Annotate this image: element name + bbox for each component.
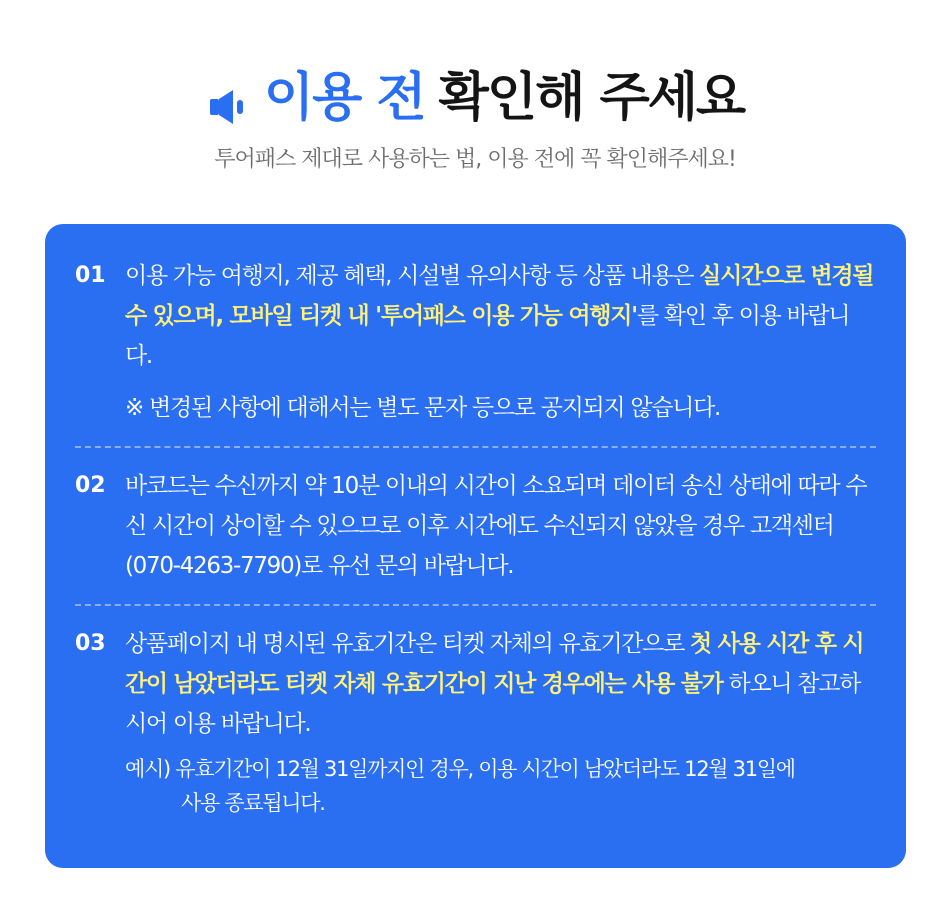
- item-body: [125, 256, 876, 428]
- notice-item-02: [75, 466, 876, 586]
- example-line: 예시) 유효기간이 12월 31일까지인 경우, 이용 시간이 남았더라도 12월 31일에: [125, 757, 795, 781]
- item-highlight: 실시간으로 변경될 수 있으며, 모바일 티켓 내 '투어패스 이용 가능 여행지': [125, 263, 874, 329]
- item-number: 01: [75, 263, 106, 288]
- item-example: [125, 752, 876, 820]
- header: [0, 62, 950, 173]
- divider: [75, 604, 876, 606]
- item-body: [125, 624, 876, 820]
- item-number: 03: [75, 631, 106, 656]
- speaker-icon: [206, 76, 250, 120]
- item-text: [125, 256, 876, 376]
- subtitle: 투어패스 제대로 사용하는 법, 이용 전에 꼭 확인해주세요!: [214, 147, 736, 172]
- page-title: [0, 62, 950, 134]
- item-note: ※ 변경된 사항에 대해서는 별도 문자 등으로 공지되지 않습니다.: [125, 395, 721, 421]
- notice-item-03: [75, 624, 876, 820]
- item-text-part: 하오니 참고하시어 이용 바랍니다.: [125, 671, 861, 737]
- item-number: 02: [75, 473, 106, 498]
- notice-card: [45, 224, 906, 868]
- item-text: [125, 624, 876, 744]
- item-text-part: 를 확인 후 이용 바랍니다.: [125, 303, 850, 369]
- item-highlight: 첫 사용 시간 후 시간이 남았더라도 티켓 자체 유효기간이 지난 경우에는 사용 불가: [125, 631, 864, 697]
- item-text-part: 상품페이지 내 명시된 유효기간은 티켓 자체의 유효기간으로: [125, 631, 691, 657]
- example-line: 사용 종료됩니다.: [181, 791, 325, 815]
- title-accent: 이용 전: [263, 68, 425, 128]
- divider: [75, 446, 876, 448]
- notice-item-01: [75, 256, 876, 428]
- title-rest: 확인해 주세요: [438, 68, 745, 128]
- item-text: 바코드는 수신까지 약 10분 이내의 시간이 소요되며 데이터 송신 상태에 따라 수신 시간이 상이할 수 있으므로 이후 시간에도 수신되지 않았을 경우 고객센터(070-4263-7790)로 유선 문의 바랍니다.: [125, 473, 867, 579]
- item-text-part: 이용 가능 여행지, 제공 혜택, 시설별 유의사항 등 상품 내용은: [125, 263, 700, 289]
